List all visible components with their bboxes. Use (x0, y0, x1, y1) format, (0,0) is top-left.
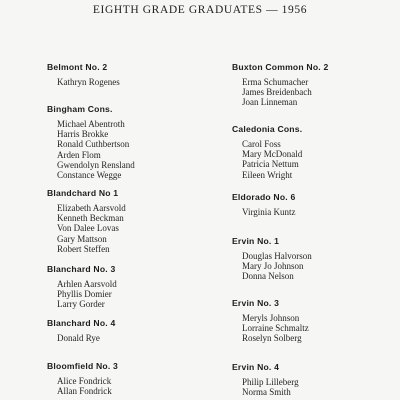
school-name: Blandchard No 1 (47, 188, 119, 198)
school-block (232, 62, 328, 108)
school-block (232, 192, 296, 217)
student-list (232, 77, 328, 108)
school-name: Ervin No. 4 (232, 362, 280, 372)
student-name: Joan Linneman (242, 97, 298, 108)
student-name: James Breidenbach (242, 87, 312, 98)
student-name: Harris Brokke (57, 129, 109, 140)
school-name: Ervin No. 1 (232, 236, 280, 246)
student-name: Kathryn Rogenes (57, 77, 120, 87)
student-name: Gwendolyn Rensland (57, 159, 135, 170)
student-name: Eileen Wright (242, 169, 293, 180)
school-block (232, 362, 299, 397)
student-list (47, 77, 120, 87)
page-title: EIGHTH GRADE GRADUATES — 1956 (92, 4, 308, 16)
student-name: Arden Flom (57, 149, 101, 160)
student-list (232, 313, 309, 344)
school-name: Buxton Common No. 2 (232, 62, 329, 72)
student-name: Roselyn Solberg (242, 333, 302, 344)
school-name: Blanchard No. 4 (47, 318, 116, 328)
school-block (232, 124, 302, 180)
school-block (47, 188, 126, 254)
student-name: Lorraine Schmaltz (242, 323, 309, 334)
student-name: Von Dalee Lovas (57, 223, 119, 234)
student-name: Larry Gorder (57, 299, 105, 310)
student-name: Mary Jo Johnson (242, 261, 304, 272)
student-name: Douglas Halvorson (242, 251, 312, 261)
student-name: Robert Steffen (57, 243, 110, 254)
student-name: Virginia Kuntz (242, 207, 296, 217)
student-list (47, 333, 115, 343)
school-block (47, 104, 135, 180)
student-name: Mary McDonald (242, 149, 303, 160)
school-name: Eldorado No. 6 (232, 192, 296, 202)
student-name: Ronald Cuthbertson (57, 139, 130, 150)
student-list (47, 119, 135, 180)
student-list (232, 139, 302, 180)
student-name: Allan Fondrick (57, 386, 112, 397)
school-block (232, 236, 312, 282)
student-name: Elizabeth Aarsvold (57, 203, 126, 213)
school-name: Blanchard No. 3 (47, 264, 116, 274)
student-name: Gary Mattson (57, 233, 107, 244)
school-block (47, 62, 120, 87)
student-list (232, 377, 299, 397)
school-name: Ervin No. 3 (232, 298, 280, 308)
student-name: Meryls Johnson (242, 313, 300, 323)
student-list (232, 251, 312, 282)
student-name: Phyllis Domier (57, 289, 112, 300)
student-name: Constance Wegge (57, 170, 122, 181)
school-block (47, 264, 117, 310)
student-name: Donald Rye (57, 333, 100, 343)
student-name: Donna Nelson (242, 271, 294, 282)
student-name: Alice Fondrick (57, 376, 112, 386)
student-list (47, 376, 118, 396)
school-name: Bingham Cons. (47, 104, 113, 114)
student-name: Norma Smith (242, 387, 291, 398)
student-list (47, 279, 117, 310)
student-name: Philip Lilleberg (242, 377, 299, 387)
school-block (47, 361, 118, 396)
student-name: Erma Schumacher (242, 77, 309, 87)
student-name: Patricia Nettum (242, 159, 299, 170)
student-name: Michael Abentroth (57, 119, 125, 129)
student-list (232, 207, 296, 217)
student-name: Carol Foss (242, 139, 281, 149)
school-block (47, 318, 115, 343)
student-name: Arhlen Aarsvold (57, 279, 117, 289)
school-name: Belmont No. 2 (47, 62, 108, 72)
school-block (232, 298, 309, 344)
school-name: Bloomfield No. 3 (47, 361, 118, 371)
school-name: Caledonia Cons. (232, 124, 303, 134)
student-list (47, 203, 126, 254)
student-name: Kenneth Beckman (57, 213, 124, 224)
